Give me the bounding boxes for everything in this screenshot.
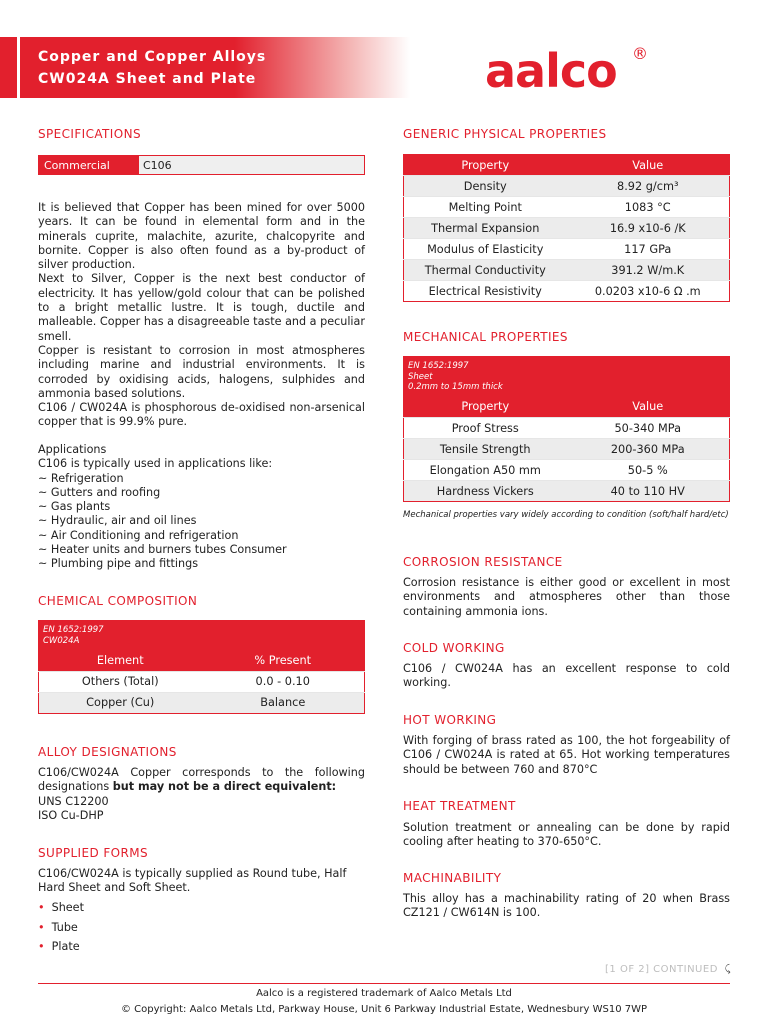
heat-text: Solution treatment or annealing can be done by rapid cooling after heating to 370-650°C. — [403, 821, 730, 849]
hot-heading: HOT WORKING — [403, 713, 497, 727]
chemical-note-line2: CW024A — [43, 635, 80, 646]
table-row — [404, 239, 730, 260]
footer-divider — [38, 983, 730, 984]
list-item: • Sheet — [38, 898, 84, 918]
applications-item: ~ Plumbing pipe and fittings — [38, 557, 199, 571]
applications-item: ~ Heater units and burners tubes Consumer — [38, 543, 287, 557]
chemical-note-line1: EN 1652:1997 — [43, 625, 104, 635]
mechanical-note-line1: EN 1652:1997 — [408, 361, 469, 371]
mechanical-heading: MECHANICAL PROPERTIES — [403, 330, 568, 344]
applications-item: ~ Refrigeration — [38, 471, 124, 485]
table-cell: 0.0 - 0.10 — [202, 671, 365, 692]
table-cell: Elongation A50 mm — [404, 460, 567, 481]
alloy-text-bold: but may not be a direct equivalent: — [112, 780, 337, 794]
alloy-text — [38, 766, 365, 823]
supplied-text: C106/CW024A is typically supplied as Round tube, Half Hard Sheet and Soft Sheet. — [38, 867, 347, 895]
alloy-text-a: C106/CW024A Copper corresponds to the following designations — [38, 766, 365, 794]
spec-key: Commercial — [39, 156, 139, 174]
table-row — [404, 260, 730, 281]
table-cell: Thermal Conductivity — [404, 260, 567, 281]
specifications-heading: SPECIFICATIONS — [38, 127, 141, 141]
physical-col-value: Value — [567, 155, 730, 176]
table-cell: 117 GPa — [567, 239, 730, 260]
mechanical-col-value: Value — [567, 397, 730, 418]
continued-label[interactable] — [605, 964, 731, 975]
logo-wordmark: aalco — [485, 44, 617, 98]
mechanical-table — [403, 356, 730, 502]
applications-item: ~ Hydraulic, air and oil lines — [38, 514, 197, 528]
continue-arrow-icon: ⤹ — [724, 964, 732, 975]
supplied-heading: SUPPLIED FORMS — [38, 846, 148, 860]
table-cell: Melting Point — [404, 197, 567, 218]
table-cell: Thermal Expansion — [404, 218, 567, 239]
table-row — [39, 692, 365, 713]
registered-mark: ® — [632, 44, 648, 63]
table-cell: Density — [404, 176, 567, 197]
intro-text — [38, 201, 365, 430]
table-cell: Hardness Vickers — [404, 481, 567, 502]
mechanical-footnote: Mechanical properties vary widely according to condition (soft/half hard/etc) — [403, 510, 729, 520]
table-cell: 1083 °C — [567, 197, 730, 218]
applications-title: Applications — [38, 443, 107, 456]
table-cell: Proof Stress — [404, 418, 567, 439]
table-row — [404, 281, 730, 302]
table-cell: 50-340 MPa — [567, 418, 730, 439]
physical-table — [403, 154, 730, 302]
applications-item: ~ Air Conditioning and refrigeration — [38, 528, 239, 542]
supplied-list — [38, 898, 84, 957]
table-row — [404, 197, 730, 218]
chemical-col-present: % Present — [202, 650, 365, 671]
table-row — [404, 218, 730, 239]
alloy-line1: UNS C12200 — [38, 794, 109, 808]
table-row — [404, 460, 730, 481]
physical-col-property: Property — [404, 155, 567, 176]
cold-heading: COLD WORKING — [403, 641, 505, 655]
table-cell: 0.0203 x10-6 Ω .m — [567, 281, 730, 302]
intro-paragraph-4: C106 / CW024A is phosphorous de-oxidised non-arsenical copper that is 99.9% pure. — [38, 401, 365, 429]
applications-intro: C106 is typically used in applications like: — [38, 457, 273, 471]
machinability-heading: MACHINABILITY — [403, 871, 502, 885]
corrosion-text: Corrosion resistance is either good or excellent in most environments and atmospheres other than those containing ammonia ions. — [403, 576, 730, 618]
table-cell: 200-360 MPa — [567, 439, 730, 460]
mechanical-note-line2: Sheet — [408, 371, 433, 382]
table-cell: Copper (Cu) — [39, 692, 202, 713]
specifications-box — [38, 155, 365, 175]
chemical-col-element: Element — [39, 650, 202, 671]
applications-block — [38, 443, 365, 572]
chemical-note — [39, 621, 365, 651]
cold-text: C106 / CW024A has an excellent response to cold working. — [403, 662, 730, 690]
table-cell: 50-5 % — [567, 460, 730, 481]
table-cell: 391.2 W/m.K — [567, 260, 730, 281]
table-row — [39, 671, 365, 692]
table-cell: Tensile Strength — [404, 439, 567, 460]
footer-copyright: © Copyright: Aalco Metals Ltd, Parkway House, Unit 6 Parkway Industrial Estate, Wednesbury WS10 7WP — [120, 1004, 648, 1015]
header-title-line2: CW024A Sheet and Plate — [38, 71, 257, 87]
table-row — [404, 481, 730, 502]
aalco-logo — [485, 44, 655, 104]
header-divider — [17, 37, 20, 98]
list-item: • Plate — [38, 937, 84, 957]
physical-heading: GENERIC PHYSICAL PROPERTIES — [403, 127, 607, 141]
hot-text: With forging of brass rated as 100, the hot forgeability of C106 / CW024A is rated at 65. Hot working temperatures should be between 760 and 870°C — [403, 734, 730, 776]
table-cell: Electrical Resistivity — [404, 281, 567, 302]
mechanical-note — [404, 357, 730, 397]
corrosion-heading: CORROSION RESISTANCE — [403, 555, 563, 569]
table-row — [404, 439, 730, 460]
table-cell: Balance — [202, 692, 365, 713]
alloy-heading: ALLOY DESIGNATIONS — [38, 745, 177, 759]
mechanical-col-property: Property — [404, 397, 567, 418]
chemical-table — [38, 620, 365, 714]
table-cell: 8.92 g/cm³ — [567, 176, 730, 197]
table-row — [404, 418, 730, 439]
machinability-text: This alloy has a machinability rating of 20 when Brass CZ121 / CW614N is 100. — [403, 892, 730, 920]
table-cell: Modulus of Elasticity — [404, 239, 567, 260]
alloy-line2: ISO Cu-DHP — [38, 808, 104, 822]
table-cell: 40 to 110 HV — [567, 481, 730, 502]
table-cell: Others (Total) — [39, 671, 202, 692]
heat-heading: HEAT TREATMENT — [403, 799, 516, 813]
applications-item: ~ Gutters and roofing — [38, 485, 161, 499]
spec-value: C106 — [139, 156, 364, 174]
mechanical-note-line3: 0.2mm to 15mm thick — [408, 382, 503, 392]
table-cell: 16.9 x10-6 /K — [567, 218, 730, 239]
table-row — [404, 176, 730, 197]
chemical-heading: CHEMICAL COMPOSITION — [38, 594, 198, 608]
applications-item: ~ Gas plants — [38, 500, 111, 514]
continued-text: [1 OF 2] CONTINUED — [605, 964, 718, 975]
list-item: • Tube — [38, 918, 84, 938]
header-banner — [20, 37, 410, 98]
footer-trademark: Aalco is a registered trademark of Aalco Metals Ltd — [256, 988, 512, 999]
header-title-line1: Copper and Copper Alloys — [38, 49, 267, 65]
intro-paragraph-3: Copper is resistant to corrosion in most atmospheres including marine and industrial environments. It is corroded by oxidising acids, halogens, sulphides and ammonia based solutions. — [38, 343, 365, 400]
intro-paragraph-2: Next to Silver, Copper is the next best conductor of electricity. It has yellow/gold colour that can be polished to a bright metallic lustre. It is tough, ductile and malleable. Copper has a disagreeable taste and a peculiar smell. — [38, 272, 365, 343]
intro-paragraph-1: It is believed that Copper has been mined for over 5000 years. It can be found in elemental form and in the minerals cuprite, malachite, azurite, chalcopyrite and bornite. Copper is also often found as a by-product of silver production. — [38, 201, 365, 272]
